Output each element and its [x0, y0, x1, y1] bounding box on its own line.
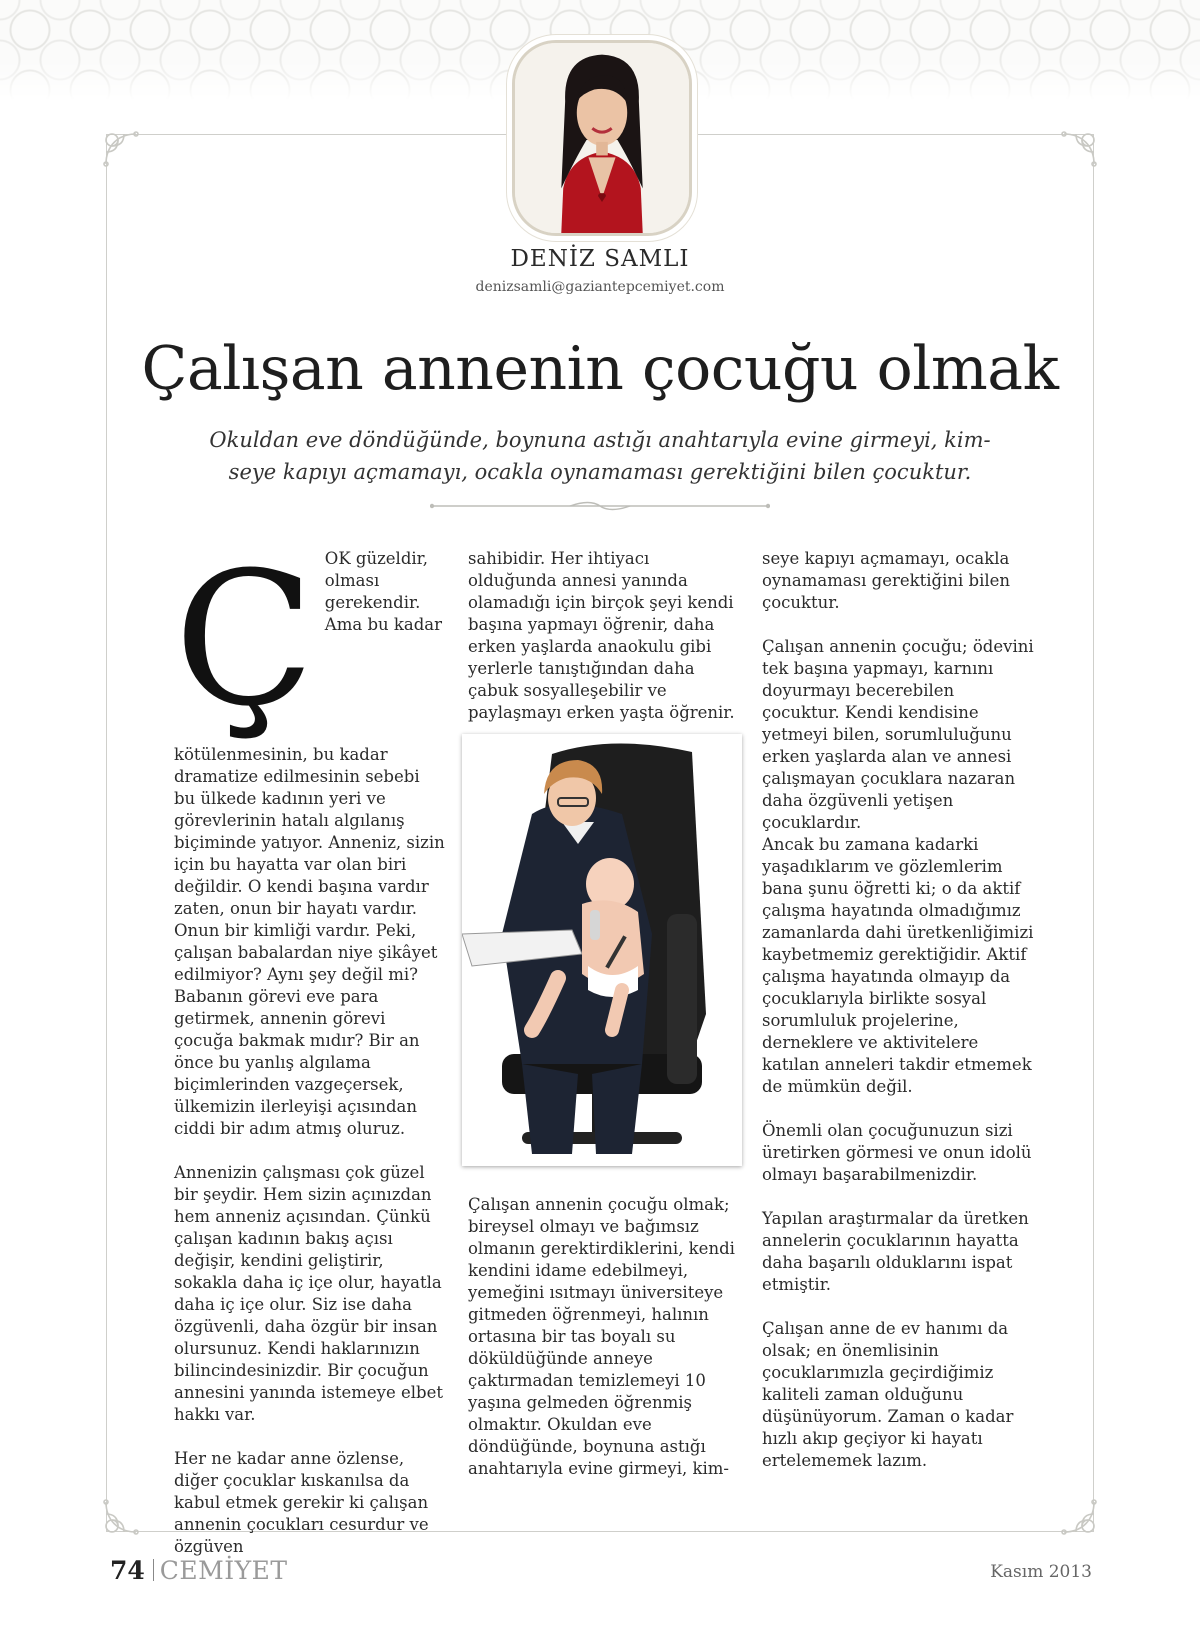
paragraph: Annenizin çalışması çok güzel bir şeydir. Hem sizin açınızdan hem anneniz açısından. Çünkü çalışan kadının bakış açısı değişir, kendini geliştirir, sokakla daha iç içe olur, hayatla daha iç içe olur. Siz ise daha özgüvenli, daha özgür bir insan olursunuz. Kendi haklarınızın bilincindesinizdir. Bir çocuğun annesini yanında istemeye elbet hakkı var. — [174, 1163, 443, 1424]
article-column-1 — [174, 533, 446, 1580]
ornament-corner-icon — [1056, 1494, 1102, 1540]
paragraph: Önemli olan çocuğunuzun sizi üretirken görmesi ve onun idolü olmayı başarabilmenizdir. — [762, 1121, 1032, 1184]
page-folio — [110, 1556, 288, 1585]
author-portrait — [512, 40, 692, 236]
ornament-divider-icon — [430, 498, 770, 512]
paragraph: Çalışan anne de ev hanımı da olsak; en önemlisinin çocuklarımızla geçirdiğimiz kaliteli zaman olduğunu düşünüyorum. Zaman o kadar hızlı akıp geçiyor ki hayatı ertelememek lazım. — [762, 1319, 1014, 1470]
issue-date: Kasım 2013 — [990, 1562, 1092, 1582]
paragraph: Yapılan araştırmalar da üretken annelerin çocuklarının hayatta daha başarılı olduklarını ispat etmiştir. — [762, 1209, 1029, 1294]
author-email: denizsamli@gaziantepcemiyet.com — [475, 279, 725, 295]
magazine-name: CEMİYET — [159, 1556, 288, 1585]
paragraph: seye kapıyı açmamayı, ocakla oynamaması gerektiğini bilen çocuktur. — [762, 549, 1011, 612]
ornament-corner-icon — [1056, 126, 1102, 172]
paragraph: OK güzeldir, olması gerekendir. Ama bu kadar kötülenmesinin, bu kadar dramatize edilmesinin sebebi bu ülkede kadının yeri ve görevlerinin hatalı algılanış biçiminde yatıyor. Anneniz, sizin için bu hayatta var olan biri değildir. O kendi başına vardır zaten, onun bir hayatı vardır. Onun bir kimliği vardır. Peki, çalışan babalardan niye şikâyet edilmiyor? Aynı şey değil mi? Babanın görevi eve para getirmek, annenin görevi çocuğa bakmak mıdır? Bir an önce bu yanlış algılama biçimlerinden vazgeçersek, ülkemizin ilerleyişi açısından ciddi bir adım atmış oluruz. — [174, 549, 445, 1138]
paragraph: Çalışan annenin çocuğu olmak; bireysel olmayı ve bağımsız olmanın gerektirdiklerini, kendi kendini idame edebilmeyi, yemeğini ısıtmayı üniversiteye gitmeden öğrenmeyi, halının ortasına bir tas boyalı su döküldüğünde anneye çaktırmadan temizlemeyi 10 yaşına gelmeden öğrenmiş olmaktır. Okuldan eve döndüğünde, boynuna astığı anahtarıyla evine girmeyi, kim- — [468, 1195, 735, 1478]
drop-cap: Ç — [174, 533, 315, 747]
folio-separator — [153, 1559, 154, 1581]
paragraph: sahibidir. Her ihtiyacı olduğunda annesi yanında olamadığı için birçok şeyi kendi başına yapmayı öğrenir, daha erken yaşlarda anaokulu gibi yerlerle tanıştığından daha çabuk sosyalleşebilir ve paylaşmayı erken yaşta öğrenir. — [468, 549, 735, 722]
ornament-corner-icon — [98, 126, 144, 172]
article-column-3 — [762, 548, 1034, 1494]
paragraph: Her ne kadar anne özlense, diğer çocuklar kıskanılsa da kabul etmek gerekir ki çalışan annenin çocukları cesurdur ve özgüven — [174, 1449, 429, 1556]
author-name: DENİZ SAMLI — [510, 246, 690, 272]
article-photo — [462, 734, 742, 1166]
page-number: 74 — [110, 1556, 145, 1585]
paragraph: Çalışan annenin çocuğu; ödevini tek başına yapmayı, karnını doyurmayı becerebilen çocuktur. Kendi kendisine yetmeyi bilen, sorumluluğunu erken yaşlarda alan ve annesi çalışmayan çocuklara nazaran daha özgüvenli yetişen çocuklardır. Ancak bu zamana kadarki yaşadıklarım ve gözlemlerim bana şunu öğretti ki; o da aktif çalışma hayatında olmadığımız zamanlarda dahi üretkenliğimizi kaybetmemiz gerektiğidir. Aktif çalışma hayatında olmayıp da çocuklarıyla birlikte sosyal sorumluluk projelerine, derneklere ve aktivitelere katılan anneleri takdir etmemek de mümkün değil. — [762, 637, 1034, 1096]
article-subtitle: Okuldan eve döndüğünde, boynuna astığı anahtarıyla evine girmeyi, kim- seye kapıyı açmamayı, ocakla oynamaması gerektiğini bilen çocuktur. — [209, 428, 991, 484]
article-title: Çalışan annenin çocuğu olmak — [141, 334, 1059, 404]
ornament-corner-icon — [98, 1494, 144, 1540]
